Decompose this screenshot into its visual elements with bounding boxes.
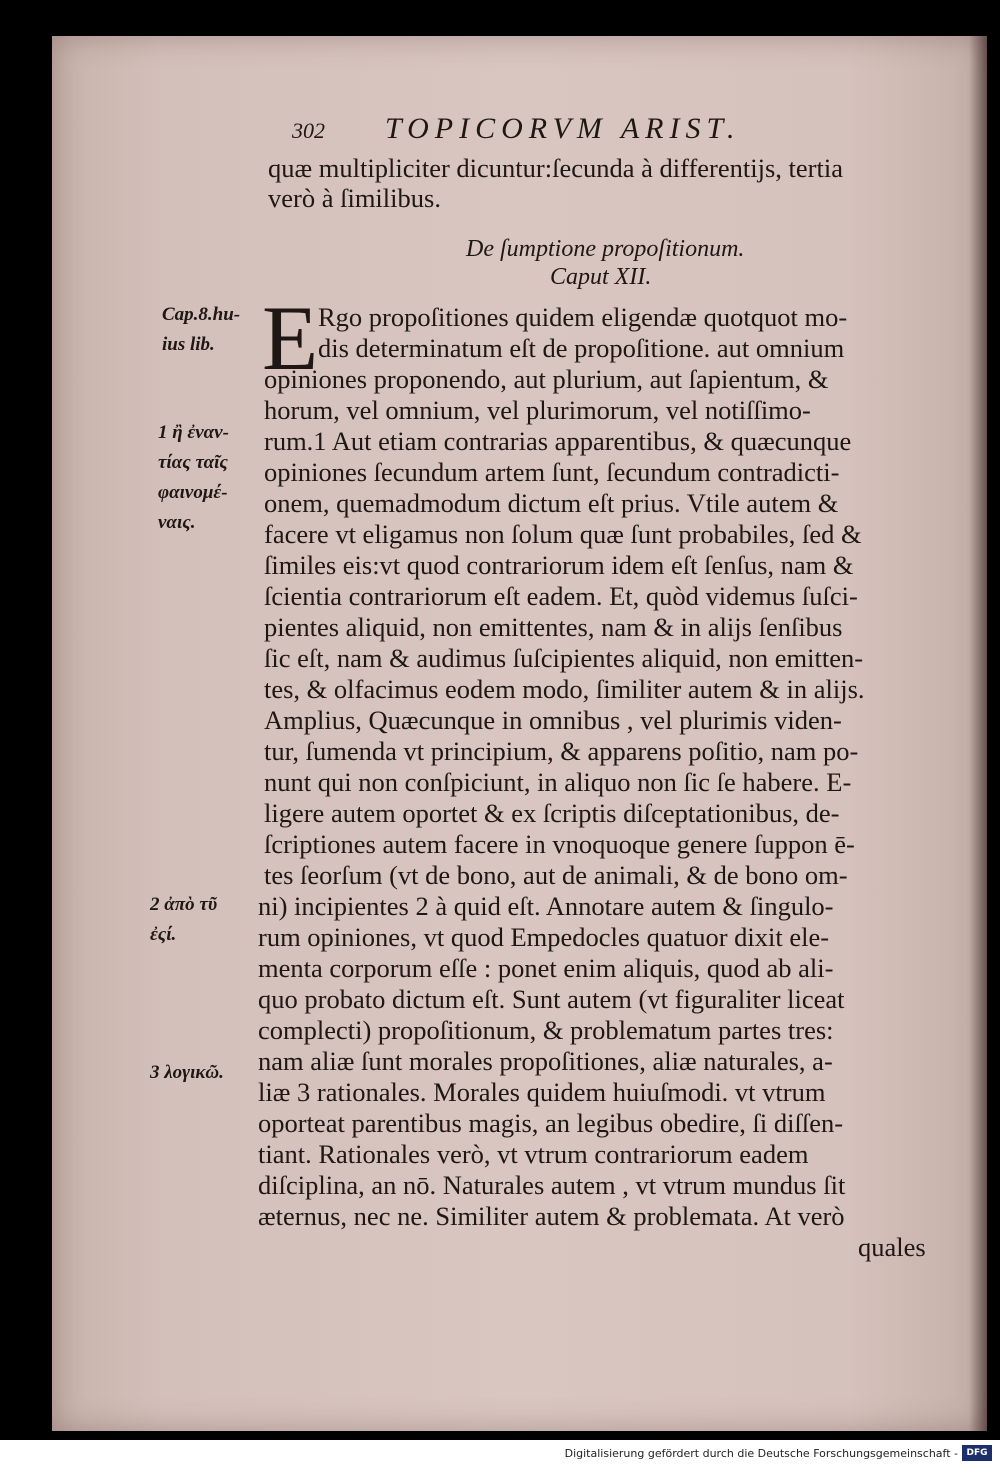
margin-note-line: φαινομέ- xyxy=(158,482,228,503)
text-line: tur, ſumenda vt principium, & apparens poſitio, nam po- xyxy=(264,736,859,766)
text-line: rum opiniones, vt quod Empedocles quatuor dixit ele- xyxy=(258,922,830,952)
text-line: rum.1 Aut etiam contrarias apparentibus, & quæcunque xyxy=(264,426,852,456)
margin-note-line: 2 ἀπὸ τῦ xyxy=(150,894,218,915)
running-title: TOPICORVM ARIST. xyxy=(385,112,741,145)
margin-note-line: ναις. xyxy=(158,512,196,533)
text-line: oporteat parentibus magis, an legibus obedire, ſi diſſen- xyxy=(258,1108,844,1138)
margin-note-line: ius lib. xyxy=(162,334,215,355)
text-line: opiniones ſecundum artem ſunt, ſecundum contradicti- xyxy=(264,457,840,487)
text-line: quo probato dictum eſt. Sunt autem (vt figuraliter liceat xyxy=(258,984,845,1014)
text-line: Amplius, Quæcunque in omnibus , vel plurimis viden- xyxy=(264,705,842,735)
text-line: ni) incipientes 2 à quid eſt. Annotare autem & ſingulo- xyxy=(258,891,834,921)
text-line: Rgo propoſitiones quidem eligendæ quotquot mo- xyxy=(318,302,848,332)
margin-note-line: ἐςί. xyxy=(150,924,177,945)
text-line: dis determinatum eſt de propoſitione. aut omnium xyxy=(318,333,845,363)
text-line: tes ſeorſum (vt de bono, aut de animali, & de bono om- xyxy=(264,860,848,890)
text-line: quæ multipliciter dicuntur:ſecunda à differentijs, tertia xyxy=(268,153,843,183)
text-line: opiniones proponendo, aut plurium, aut ſapientum, & xyxy=(264,364,829,394)
text-line: horum, vel omnium, vel plurimorum, vel notiſſimo- xyxy=(264,395,811,425)
dfg-logo-icon: DFG xyxy=(962,1445,992,1461)
margin-note-line: 3 λογικῶ. xyxy=(150,1062,224,1083)
text-line: diſciplina, an nō. Naturales autem , vt vtrum mundus ſit xyxy=(258,1170,846,1200)
chapter-number: Caput XII. xyxy=(550,264,652,290)
text-line: ſcientia contrariorum eſt eadem. Et, quòd videmus ſuſci- xyxy=(264,581,858,611)
page-gutter-shadow xyxy=(969,36,987,1431)
text-line: pientes aliquid, non emittentes, nam & in alijs ſenſibus xyxy=(264,612,843,642)
text-line: tiant. Rationales verò, vt vtrum contrariorum eadem xyxy=(258,1139,809,1169)
running-header xyxy=(292,112,740,146)
text-line: ſimiles eis:vt quod contrariorum idem eſt ſenſus, nam & xyxy=(264,550,854,580)
text-line: nunt qui non conſpiciunt, in aliquo non ſic ſe habere. E- xyxy=(264,767,852,797)
margin-note-line: Cap.8.hu- xyxy=(162,304,241,325)
text-line: ſic eſt, nam & audimus ſuſcipientes aliquid, non emitten- xyxy=(264,643,864,673)
text-line: liæ 3 rationales. Morales quidem huiuſmodi. vt vtrum xyxy=(258,1077,826,1107)
margin-note-line: 1 ἢ ἐναν- xyxy=(158,422,229,443)
margin-note-line: τίας ταῖς xyxy=(158,452,228,473)
text-line: æternus, nec ne. Similiter autem & problemata. At verò xyxy=(258,1201,845,1231)
text-line: ligere autem oportet & ex ſcriptis diſceptationibus, de- xyxy=(264,798,840,828)
text-line: complecti) propoſitionum, & problematum partes tres: xyxy=(258,1015,834,1045)
catchword: quales xyxy=(858,1232,926,1262)
margin-note-3 xyxy=(150,1058,224,1088)
text-line: tes, & olfacimus eodem modo, ſimiliter autem & in alijs. xyxy=(264,674,865,704)
footer-bar xyxy=(0,1440,1000,1467)
page-number: 302 xyxy=(292,118,325,143)
text-line: nam aliæ ſunt morales propoſitiones, aliæ naturales, a- xyxy=(258,1046,833,1076)
chapter-title: De ſumptione propoſitionum. xyxy=(466,236,745,262)
text-line: menta corporum eſſe : ponet enim aliquis, quod ab ali- xyxy=(258,953,834,983)
margin-note-cap xyxy=(162,300,240,360)
margin-note-1 xyxy=(158,418,229,538)
text-line: ſcriptiones autem facere in vnoquoque genere ſuppon ē- xyxy=(264,829,855,859)
digitization-credit: Digitalisierung gefördert durch die Deutsche Forschungsgemeinschaft - xyxy=(564,1447,958,1460)
text-line: facere vt eligamus non ſolum quæ ſunt probabiles, ſed & xyxy=(264,519,862,549)
text-line: verò à ſimilibus. xyxy=(268,183,441,213)
margin-note-2 xyxy=(150,890,217,950)
drop-cap-initial: E xyxy=(262,287,319,389)
text-line: onem, quemadmodum dictum eſt prius. Vtile autem & xyxy=(264,488,839,518)
